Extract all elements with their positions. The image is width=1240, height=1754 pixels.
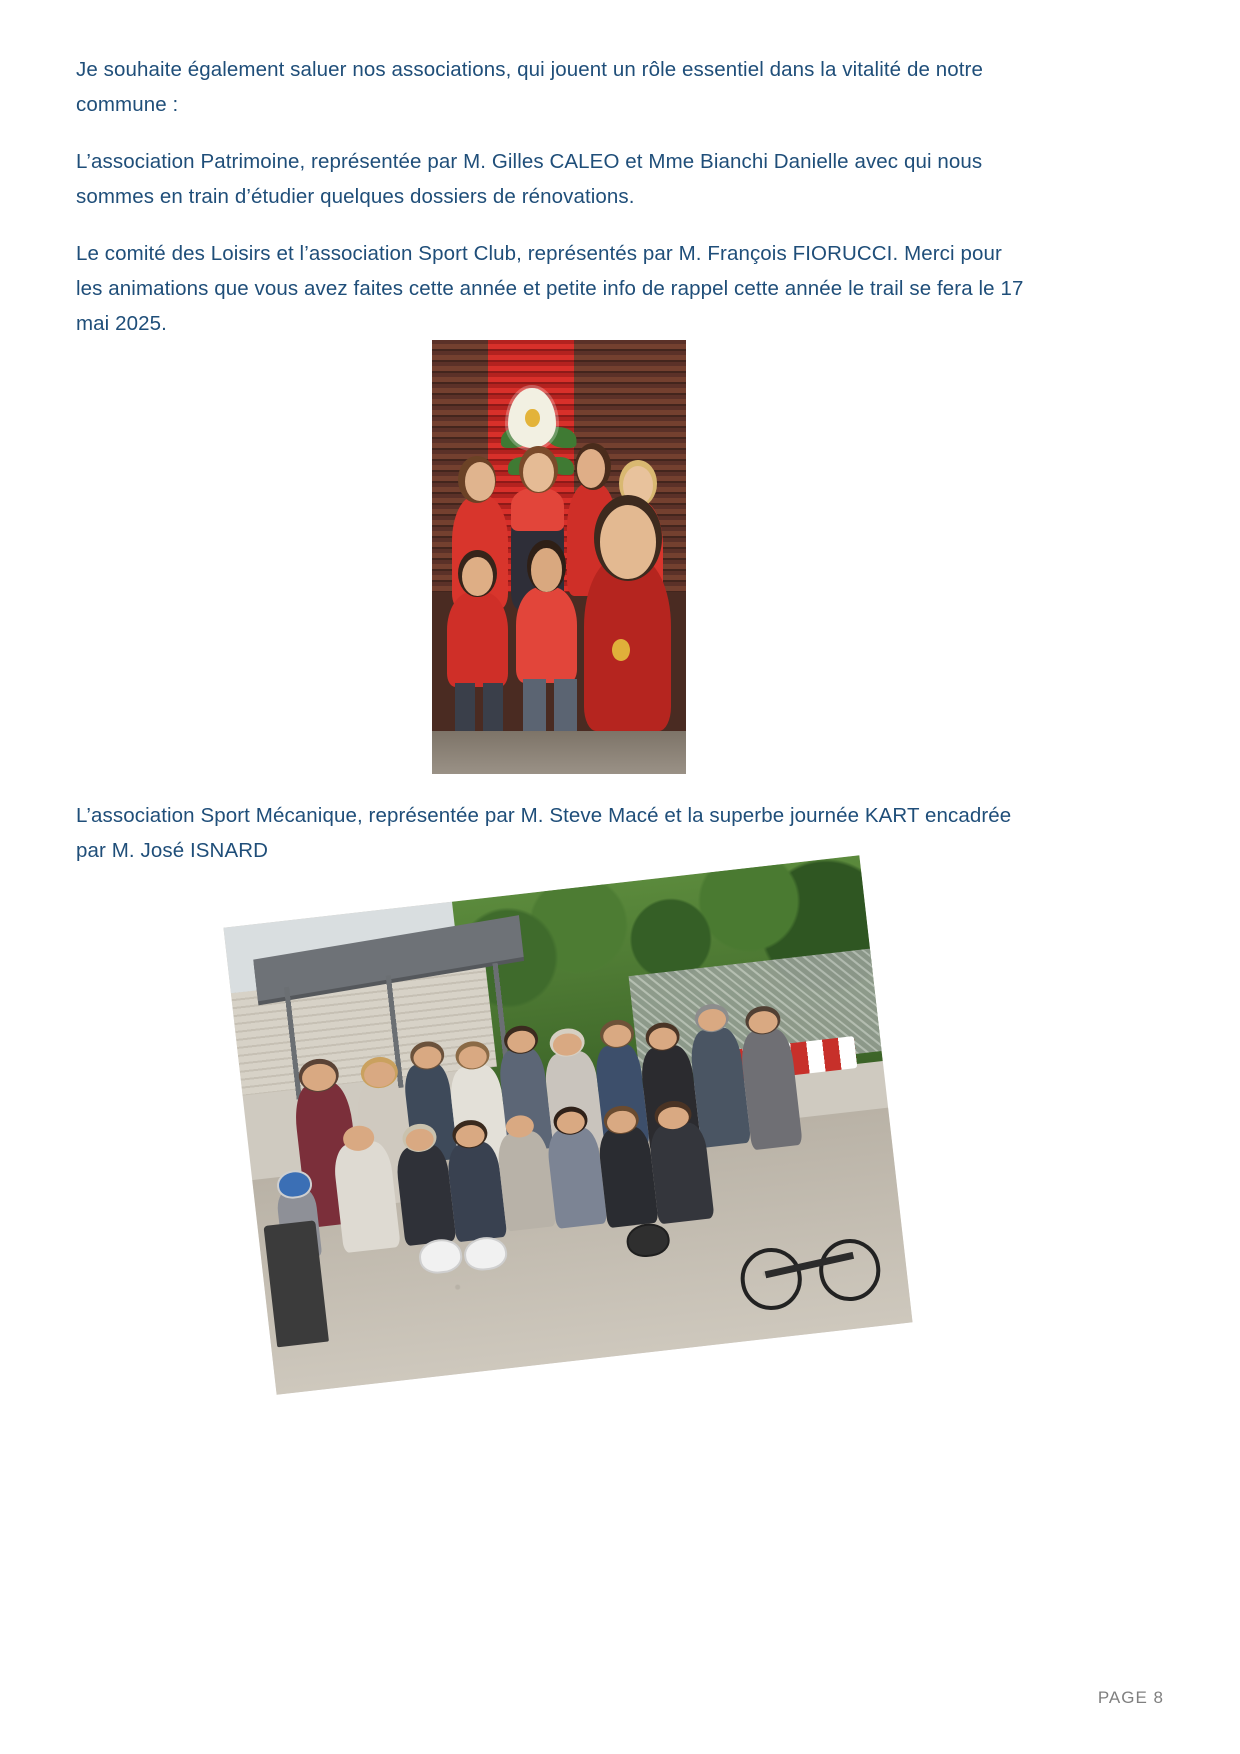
person-legs [455,683,475,735]
page-number: PAGE 8 [1097,1688,1164,1707]
ground [432,731,686,774]
photo-journee-kart [223,855,912,1394]
person-head [531,548,561,591]
person-top [511,488,564,531]
person-head [577,449,605,488]
bicycle-wheel [816,1236,884,1304]
text-column [76,52,1028,361]
person-head [523,453,553,492]
photo-groupe-sport-club [432,340,686,774]
text-column-lower [76,798,1016,890]
person-head [600,505,656,579]
photo-groupe-sport-club-image [432,340,686,774]
person-legs [554,679,577,735]
bicycle [730,1176,884,1313]
person-legs [483,683,503,735]
paragraph-loisirs-sport-club: Le comité des Loisirs et l’association Sport Club, représentés par M. François FIORUCCI. Merci pour les animations que vous avez faites cette année et petite info de rappel cette année le trail se fera le 17 mai 2025. [76,242,1024,335]
person-figure [447,592,508,687]
person-head [623,466,653,505]
paragraph-patrimoine: L’association Patrimoine, représentée par M. Gilles CALEO et Mme Bianchi Danielle avec qui nous sommes en train d’étudier quelques dossiers de rénovations. [76,150,983,208]
person-legs [523,679,546,735]
photo-journee-kart-image [223,855,912,1394]
helmet-icon [625,1221,672,1259]
person-figure [516,587,577,682]
paragraph-sport-mecanique: L’association Sport Mécanique, représentée par M. Steve Macé et la superbe journée KART encadrée par M. José ISNARD [76,804,1012,862]
paragraph-associations-intro: Je souhaite également saluer nos associations, qui jouent un rôle essentiel dans la vitalité de notre commune : [76,58,983,116]
person-head [462,557,492,596]
bicycle-wheel [737,1245,805,1313]
person-head [465,462,495,501]
